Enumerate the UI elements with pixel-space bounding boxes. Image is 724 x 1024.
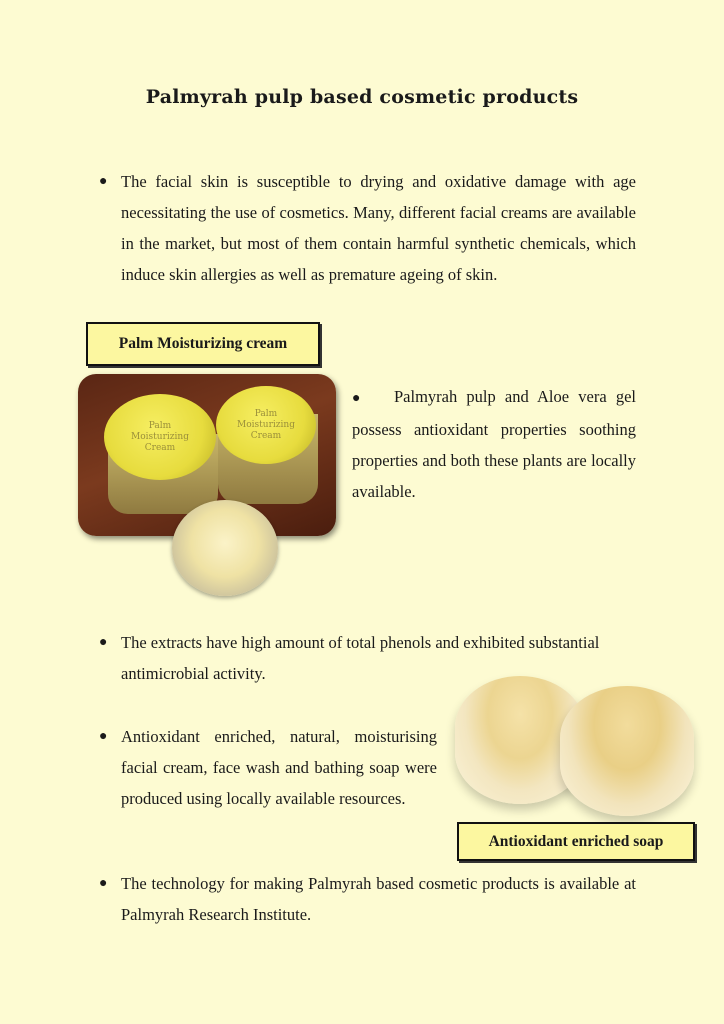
cream-bowl [172, 500, 278, 596]
bullet-intro [99, 166, 636, 290]
bullet-dot: ● [99, 729, 108, 744]
bullet-text: Antioxidant enriched, natural, moisturising facial cream, face wash and bathing soap were produced using locally available resources. [121, 727, 437, 808]
cream-label-text: Palm Moisturizing cream [118, 335, 288, 352]
bullet-products [99, 721, 437, 814]
soap-label-text: Antioxidant enriched soap [488, 832, 664, 850]
bullet-pulp-aloe [352, 381, 636, 507]
bullet-text: The technology for making Palmyrah based cosmetic products is available at Palmyrah Research Institute. [121, 874, 636, 924]
cream-label [86, 322, 320, 366]
jar-right-lid [216, 386, 316, 464]
bullet-dot: ● [99, 174, 108, 189]
bullet-dot: ● [352, 391, 361, 406]
bullet-text: The facial skin is susceptible to drying and oxidative damage with age necessitating the use of cosmetics. Many, different facial creams are available in the market, but most of them contain harmful synthetic chemicals, which induce skin allergies as well as premature ageing of skin. [121, 172, 636, 284]
bullet-text: The extracts have high amount of total phenols and exhibited substantial antimicrobial activity. [121, 633, 600, 683]
soap-label [457, 822, 695, 861]
jar-left-lid [104, 394, 216, 480]
jar-left-label: Palm Moisturizing Cream [131, 420, 189, 453]
bullet-dot: ● [99, 876, 108, 891]
bullet-dot: ● [99, 635, 108, 650]
soap-photo [450, 672, 698, 820]
soap-bar-right [560, 686, 694, 816]
bullet-technology [99, 868, 636, 930]
jar-right-label: Palm Moisturizing Cream [237, 408, 295, 441]
page-title: Palmyrah pulp based cosmetic products [145, 86, 579, 108]
bullet-text: ● Palmyrah pulp and Aloe vera gel possess antioxidant properties soothing properties and both these plants are locally available. [352, 381, 636, 507]
